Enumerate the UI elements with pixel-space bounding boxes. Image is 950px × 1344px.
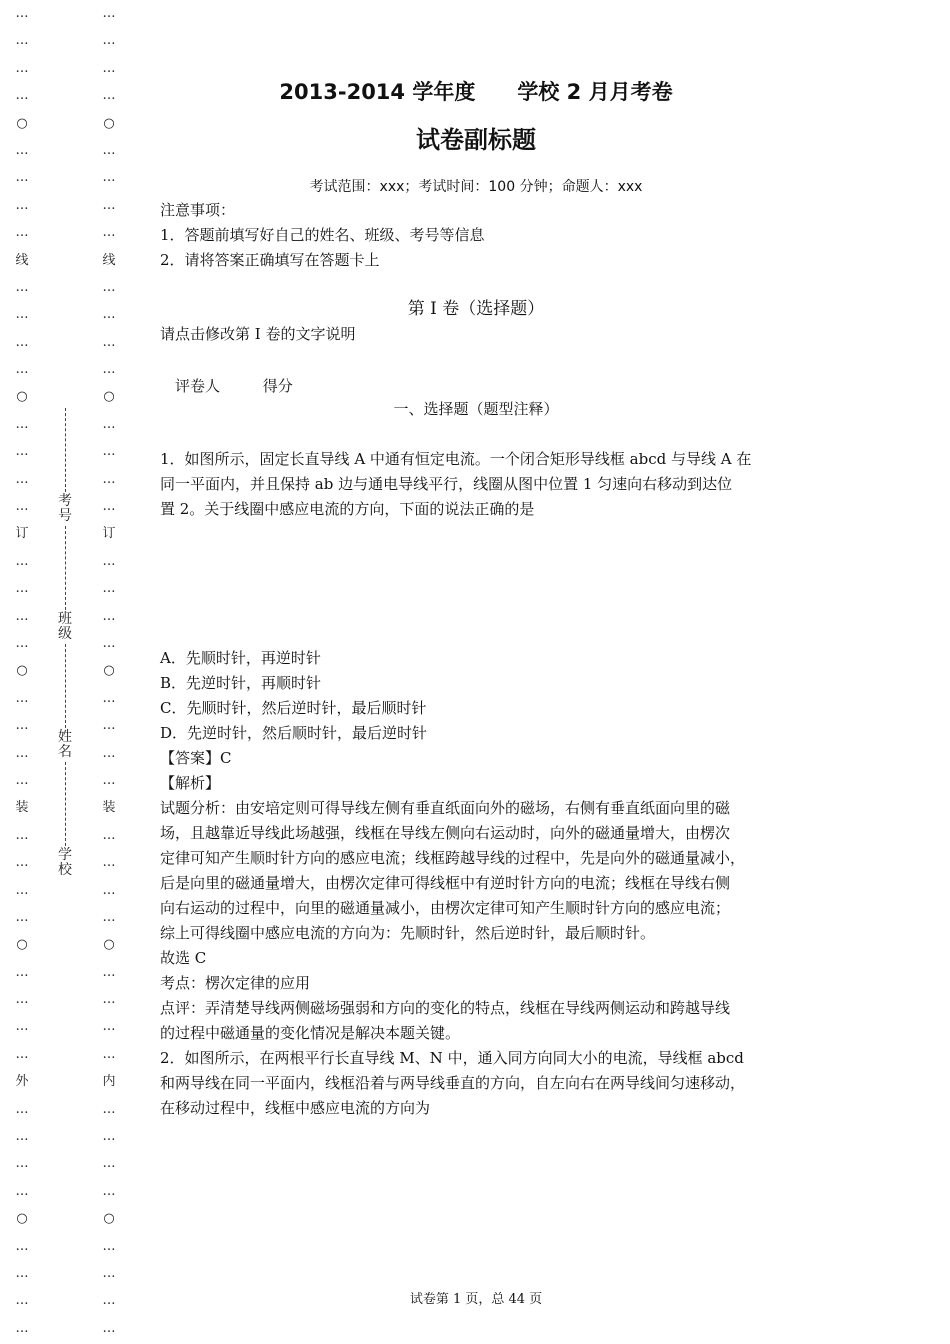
margin-mark: … — [15, 225, 29, 241]
margin-mark: … — [102, 444, 116, 460]
question-2-stem-line: 和两导线在同一平面内，线框沿着与两导线垂直的方向，自左向右在两导线间匀速移动， — [160, 1074, 746, 1092]
margin-mark: … — [102, 635, 116, 651]
margin-mark: … — [102, 745, 116, 761]
question-1-options — [160, 646, 792, 1121]
option-a: A．先顺时针，再逆时针 — [160, 649, 321, 667]
answer: 【答案】C — [160, 749, 232, 767]
margin-mark: … — [15, 362, 29, 378]
score-label: 得分 — [262, 377, 293, 395]
margin-mark: … — [15, 1101, 29, 1117]
margin-mark: ○ — [16, 1211, 28, 1227]
notes-heading: 注意事项： — [160, 201, 236, 219]
margin-mark: 订 — [15, 526, 29, 542]
margin-mark: … — [102, 88, 116, 104]
margin-mark: … — [15, 964, 29, 980]
margin-mark: … — [102, 992, 116, 1008]
question-stem-line: 同一平面内，并且保持 ab 边与通电导线平行，线圈从图中位置 1 匀速向右移动到达位 — [160, 475, 733, 493]
option-b: B．先逆时针，再顺时针 — [160, 674, 322, 692]
margin-mark: … — [15, 1265, 29, 1281]
question-stem-line: 1．如图所示，固定长直导线 A 中通有恒定电流。一个闭合矩形导线框 abcd 与导线 A 在 — [160, 450, 752, 468]
margin-mark: … — [15, 444, 29, 460]
margin-mark: … — [102, 225, 116, 241]
margin-mark: … — [102, 279, 116, 295]
margin-mark: … — [15, 6, 29, 21]
margin-mark: … — [15, 718, 29, 734]
margin-mark: ○ — [16, 663, 28, 679]
note-item: 1．答题前填写好自己的姓名、班级、考号等信息 — [160, 226, 485, 244]
margin-mark: … — [15, 471, 29, 487]
analysis-line: 定律可知产生顺时针方向的感应电流；线框跨越导线的过程中，先是向外的磁通量减小， — [160, 849, 746, 867]
analysis-line: 向右运动的过程中，向里的磁通量减小，由楞次定律可知产生顺时针方向的感应电流； — [160, 899, 731, 917]
margin-mark: ○ — [103, 389, 115, 405]
margin-mark: … — [15, 553, 29, 569]
margin-mark: … — [102, 882, 116, 898]
exam-number-label: 考号 — [58, 493, 72, 524]
margin-mark: … — [15, 827, 29, 843]
knowledge-point: 考点：楞次定律的应用 — [160, 974, 311, 992]
section-title: 第 I 卷（选择题） — [407, 299, 545, 319]
margin-mark: ○ — [16, 115, 28, 131]
margin-mark: … — [102, 1238, 116, 1254]
exam-subtitle: 试卷副标题 — [416, 126, 536, 154]
margin-mark: … — [102, 827, 116, 843]
margin-mark: … — [102, 608, 116, 624]
margin-mark: … — [102, 6, 116, 21]
question-2-stem-line: 在移动过程中，线框中感应电流的方向为 — [160, 1099, 431, 1117]
margin-mark: … — [15, 334, 29, 350]
margin-mark: … — [15, 197, 29, 213]
margin-mark: ○ — [103, 937, 115, 953]
option-c: C．先顺时针，然后逆时针，最后顺时针 — [160, 699, 427, 717]
margin-mark: … — [15, 855, 29, 871]
margin-mark: … — [102, 1046, 116, 1062]
margin-mark: 线 — [15, 252, 29, 268]
analysis-line: 试题分析：由安培定则可得导线左侧有垂直纸面向外的磁场，右侧有垂直纸面向里的磁 — [160, 799, 731, 817]
margin-mark: ○ — [103, 115, 115, 131]
margin-mark: ○ — [16, 389, 28, 405]
analysis-line: 场，且越靠近导线此场越强，线框在导线左侧向右运动时，向外的磁通量增大，由楞次 — [160, 824, 731, 842]
class-label: 班级 — [58, 611, 72, 642]
notes — [160, 198, 792, 273]
margin-mark: … — [102, 142, 116, 158]
name-blank — [65, 644, 66, 728]
margin-mark: … — [102, 170, 116, 186]
margin-mark: … — [15, 690, 29, 706]
margin-mark: … — [102, 499, 116, 515]
comment-line: 点评：弄清楚导线两侧磁场强弱和方向的变化的特点，线框在导线两侧运动和跨越导线 — [160, 999, 731, 1017]
margin-mark: ○ — [16, 937, 28, 953]
inner-binding-margin — [97, 0, 121, 1342]
margin-mark: … — [102, 690, 116, 706]
margin-mark: … — [15, 307, 29, 323]
scorer-box — [160, 374, 792, 399]
exam-number-blank — [65, 408, 66, 492]
question-2-stem-line: 2．如图所示，在两根平行长直导线 M、N 中，通入同方向同大小的电流，导线框 abcd — [160, 1049, 744, 1067]
question-1 — [160, 447, 792, 522]
margin-mark: … — [15, 1320, 29, 1336]
margin-mark: … — [102, 1293, 116, 1309]
margin-mark: … — [102, 581, 116, 597]
margin-mark: … — [15, 635, 29, 651]
margin-mark: … — [102, 334, 116, 350]
margin-mark: … — [15, 581, 29, 597]
outer-binding-margin — [10, 0, 34, 1342]
margin-mark: … — [102, 1265, 116, 1281]
question-stem-line: 置 2。关于线圈中感应电流的方向，下面的说法正确的是 — [160, 500, 535, 518]
margin-mark: ○ — [103, 1211, 115, 1227]
margin-mark: … — [15, 170, 29, 186]
margin-mark: … — [15, 1019, 29, 1035]
margin-mark: … — [15, 608, 29, 624]
margin-mark: … — [15, 1293, 29, 1309]
page-footer: 试卷第 1 页，总 44 页 — [409, 1292, 543, 1307]
margin-mark: 内 — [102, 1074, 116, 1090]
margin-mark: 装 — [102, 800, 116, 816]
school-blank — [65, 762, 66, 846]
margin-mark: … — [102, 1019, 116, 1035]
option-d: D．先逆时针，然后顺时针，最后逆时针 — [160, 724, 428, 742]
analysis-label: 【解析】 — [160, 774, 221, 792]
analysis-line: 综上可得线圈中感应电流的方向为：先顺时针，然后逆时针，最后顺时针。 — [160, 924, 656, 942]
margin-mark: … — [15, 1046, 29, 1062]
exam-info: 考试范围：xxx；考试时间：100 分钟；命题人：xxx — [309, 179, 643, 195]
margin-mark: … — [102, 33, 116, 49]
margin-mark: … — [102, 718, 116, 734]
margin-mark: … — [15, 882, 29, 898]
margin-mark: 装 — [15, 800, 29, 816]
choose-line: 故选 C — [160, 949, 207, 967]
school-label: 学校 — [58, 847, 72, 878]
margin-mark: … — [102, 1101, 116, 1117]
margin-mark: … — [102, 416, 116, 432]
margin-mark: … — [102, 772, 116, 788]
scorer-label: 评卷人 — [175, 377, 221, 395]
margin-mark: … — [102, 197, 116, 213]
margin-mark: … — [15, 909, 29, 925]
margin-mark: … — [102, 362, 116, 378]
margin-mark: … — [102, 1129, 116, 1145]
margin-mark: … — [15, 745, 29, 761]
exam-title: 2013-2014 学年度 学校 2 月月考卷 — [279, 80, 673, 104]
margin-mark: 订 — [102, 526, 116, 542]
margin-mark: ○ — [103, 663, 115, 679]
margin-mark: … — [15, 772, 29, 788]
note-item: 2．请将答案正确填写在答题卡上 — [160, 251, 380, 269]
class-blank — [65, 526, 66, 610]
margin-mark: … — [102, 1183, 116, 1199]
margin-mark: … — [102, 855, 116, 871]
margin-mark: … — [102, 307, 116, 323]
section-description: 请点击修改第 I 卷的文字说明 — [160, 325, 356, 343]
margin-mark: … — [15, 416, 29, 432]
student-info-column — [55, 408, 75, 880]
part-title: 一、选择题（题型注释） — [393, 400, 559, 418]
margin-mark: … — [15, 1238, 29, 1254]
margin-mark: … — [102, 1320, 116, 1336]
margin-mark: … — [15, 1129, 29, 1145]
margin-mark: … — [15, 992, 29, 1008]
margin-mark: … — [102, 553, 116, 569]
margin-mark: … — [15, 142, 29, 158]
margin-mark: … — [102, 1156, 116, 1172]
margin-mark: … — [15, 33, 29, 49]
margin-mark: … — [15, 279, 29, 295]
margin-mark: … — [15, 499, 29, 515]
margin-mark: … — [102, 60, 116, 76]
name-label: 姓名 — [58, 729, 72, 760]
margin-mark: 线 — [102, 252, 116, 268]
margin-mark: … — [15, 1156, 29, 1172]
margin-mark: … — [102, 909, 116, 925]
margin-mark: … — [15, 60, 29, 76]
margin-mark: 外 — [15, 1074, 29, 1090]
comment-line: 的过程中磁通量的变化情况是解决本题关键。 — [160, 1024, 461, 1042]
margin-mark: … — [102, 964, 116, 980]
margin-mark: … — [15, 88, 29, 104]
analysis-line: 后是向里的磁通量增大，由楞次定律可得线框中有逆时针方向的电流；线框在导线右侧 — [160, 874, 731, 892]
margin-mark: … — [15, 1183, 29, 1199]
margin-mark: … — [102, 471, 116, 487]
